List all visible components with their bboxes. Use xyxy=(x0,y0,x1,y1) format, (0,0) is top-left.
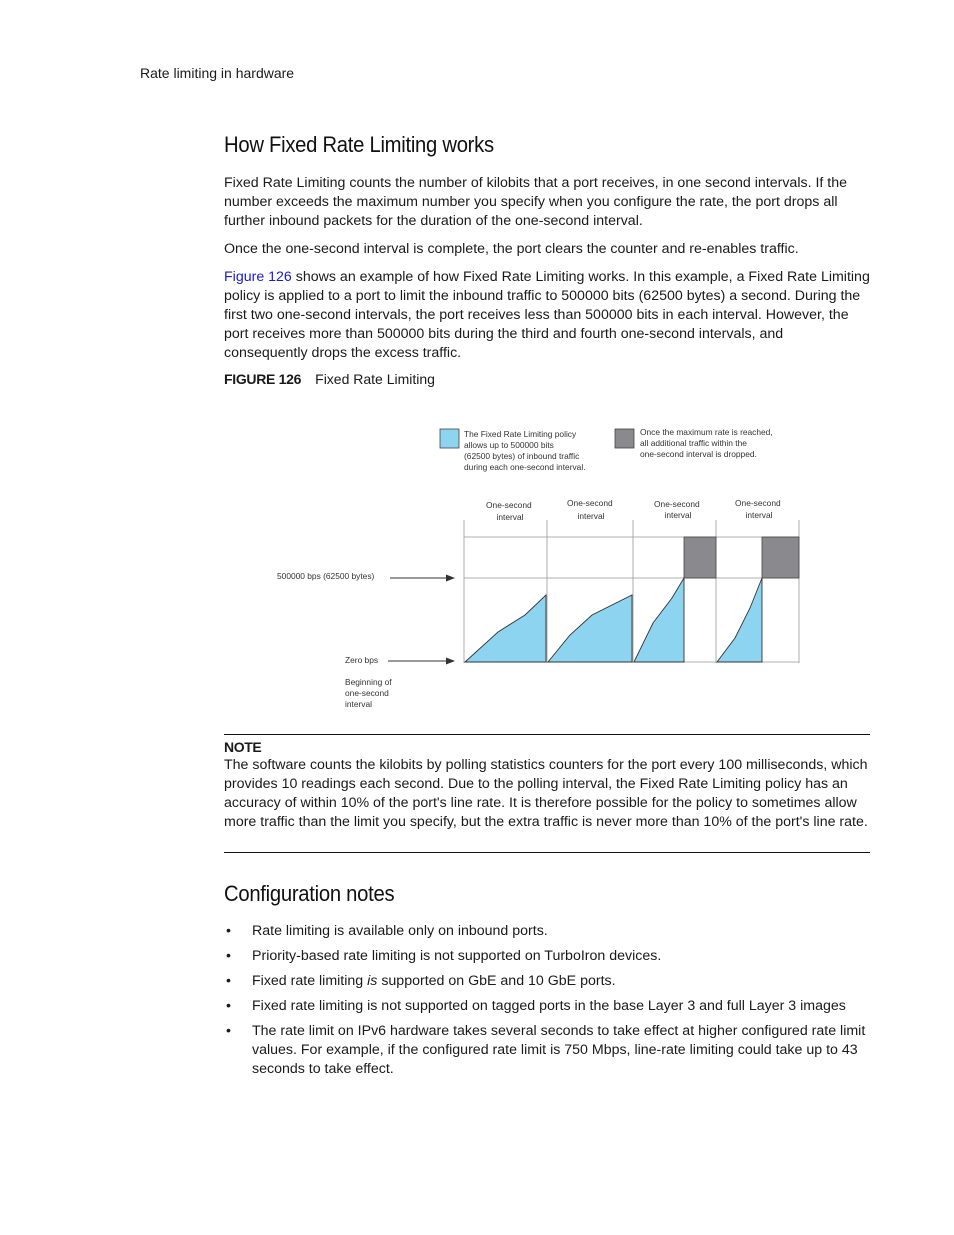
figure-title: Fixed Rate Limiting xyxy=(315,371,435,387)
list-item: • The rate limit on IPv6 hardware takes several seconds to take effect at higher configured rate limit values. For example, if the configured rate limit is 750 Mbps, line-rate limiting could take up to 43 seconds to take effect. xyxy=(226,1023,866,1077)
section-heading-how-it-works: How Fixed Rate Limiting works xyxy=(224,132,494,157)
traffic-ramp-interval-3 xyxy=(634,578,684,662)
list-item: • Priority-based rate limiting is not supported on TurboIron devices. xyxy=(226,948,662,964)
interval-label-3: One-second interval xyxy=(654,499,700,520)
list-item: • Fixed rate limiting is supported on GbE and 10 GbE ports. xyxy=(226,973,616,989)
note-bottom-rule xyxy=(224,852,870,853)
figure-number: FIGURE 126 xyxy=(224,371,302,387)
beginning-label: Beginning of one-second interval xyxy=(345,677,392,709)
zero-arrow xyxy=(388,658,455,665)
list-item: • Rate limiting is available only on inbound ports. xyxy=(226,923,548,939)
interval-label-1: One-second interval xyxy=(486,500,532,522)
zero-label: Zero bps xyxy=(345,655,379,665)
note-title: NOTE xyxy=(224,739,262,755)
legend-allowed-text: The Fixed Rate Limiting policy allows up to 500000 bits (62500 bytes) of inbound traffic during each one-second interval. xyxy=(464,429,586,472)
interval-label-2: One-second interval xyxy=(567,498,613,521)
bullet-icon: • xyxy=(226,973,231,989)
bullet-icon: • xyxy=(226,998,231,1014)
bullet-icon: • xyxy=(226,923,231,939)
traffic-ramp-interval-1 xyxy=(465,595,546,662)
paragraph-reset: Once the one-second interval is complete, the port clears the counter and re-enables traffic. xyxy=(224,241,799,257)
paragraph-intro: Fixed Rate Limiting counts the number of kilobits that a port receives, in one second intervals. If the number exceeds the maximum number you specify when you configure the rate, the port drops all further inbound packets for the duration of the one-second interval. xyxy=(224,175,847,229)
note-top-rule xyxy=(224,734,870,735)
interval-label-4: One-second interval xyxy=(735,498,781,520)
limit-label: 500000 bps (62500 bytes) xyxy=(277,571,375,581)
traffic-ramp-interval-4 xyxy=(717,578,762,662)
legend-allowed-swatch xyxy=(440,429,459,448)
list-item: • Fixed rate limiting is not supported on tagged ports in the base Layer 3 and full Layer 3 images xyxy=(226,998,846,1014)
bullet-icon: • xyxy=(226,1023,231,1039)
config-notes-list xyxy=(224,922,870,1085)
legend-dropped-swatch xyxy=(615,429,634,448)
legend-dropped-text: Once the maximum rate is reached, all additional traffic within the one-second interval is dropped. xyxy=(640,427,773,459)
limit-arrow xyxy=(390,575,455,582)
running-header: Rate limiting in hardware xyxy=(140,65,295,81)
bullet-icon: • xyxy=(226,948,231,964)
note-text: The software counts the kilobits by polling statistics counters for the port every 100 milliseconds, which provides 10 readings each second. Due to the polling interval, the Fixed Rate Limiting policy has an accuracy of within 10% of the port's line rate. It is therefore possible for the policy to sometimes allow more traffic than the limit you specify, but the extra traffic is never more than 10% of the port's line rate. xyxy=(224,757,868,830)
traffic-ramp-interval-2 xyxy=(548,595,632,662)
section-heading-config-notes: Configuration notes xyxy=(224,881,395,906)
dropped-block-interval-3 xyxy=(684,537,716,578)
paragraph-example-text: shows an example of how Fixed Rate Limiting works. In this example, a Fixed Rate Limiting policy is applied to a port to limit the inbound traffic to 500000 bits (62500 bytes) a second. During the first two one-second intervals, the port receives less than 500000 bits in each interval. However, the port receives more than 500000 bits during the third and fourth one-second intervals, and consequently drops the excess traffic. xyxy=(224,269,870,361)
figure-link[interactable]: Figure 126 xyxy=(224,269,292,285)
dropped-block-interval-4 xyxy=(762,537,799,578)
